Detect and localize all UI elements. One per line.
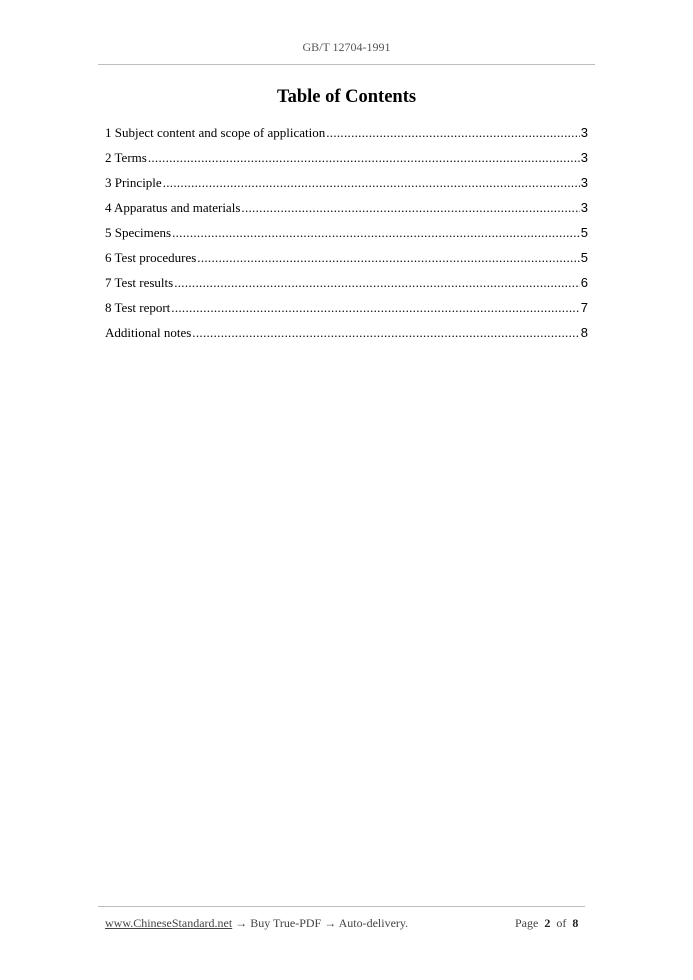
toc-entry[interactable] <box>105 199 588 224</box>
toc-entry-page: 8 <box>580 325 588 340</box>
toc-entry-label: 7 Test results <box>105 275 174 290</box>
toc-leader-dots <box>172 224 580 242</box>
toc-leader-dots <box>171 299 579 317</box>
toc-leader-dots <box>197 249 579 267</box>
footer-buy-text: Buy True-PDF <box>250 916 322 930</box>
toc-entry[interactable] <box>105 124 588 149</box>
toc-leader-dots <box>241 199 579 217</box>
toc-entry-page: 7 <box>580 300 588 315</box>
toc-entry[interactable] <box>105 224 588 249</box>
of-word: of <box>556 916 567 930</box>
footer-divider <box>98 906 585 907</box>
page-word: Page <box>515 916 539 930</box>
footer-delivery-text: Auto-delivery. <box>338 916 409 930</box>
footer-page-number <box>515 916 578 931</box>
document-header-code: GB/T 12704-1991 <box>302 40 391 54</box>
toc-entry-page: 5 <box>580 250 588 265</box>
toc-entry-label: 3 Principle <box>105 175 162 190</box>
toc-leader-dots <box>174 274 580 292</box>
toc-entry-page: 3 <box>580 125 588 140</box>
current-page: 2 <box>544 916 551 930</box>
arrow-right-icon: → <box>324 916 337 930</box>
footer-site-link[interactable]: www.ChineseStandard.net <box>105 916 233 930</box>
toc-entry[interactable] <box>105 249 588 274</box>
toc-entry-page: 3 <box>580 175 588 190</box>
toc-leader-dots <box>326 124 580 142</box>
toc-entry-label: 5 Specimens <box>105 225 172 240</box>
toc-entry[interactable] <box>105 149 588 174</box>
toc-entry-page: 6 <box>580 275 588 290</box>
total-pages: 8 <box>572 916 579 930</box>
toc-entry-page: 5 <box>580 225 588 240</box>
toc-entry-page: 3 <box>580 150 588 165</box>
toc-leader-dots <box>192 324 579 342</box>
toc-entry[interactable] <box>105 274 588 299</box>
toc-entry[interactable] <box>105 299 588 324</box>
toc-leader-dots <box>163 174 580 192</box>
toc-entry[interactable] <box>105 324 588 349</box>
toc-entry-page: 3 <box>580 200 588 215</box>
toc-list <box>105 124 588 349</box>
toc-entry-label: 8 Test report <box>105 300 171 315</box>
toc-entry[interactable] <box>105 174 588 199</box>
toc-entry-label: 2 Terms <box>105 150 147 165</box>
toc-entry-label: Additional notes <box>105 325 192 340</box>
toc-entry-label: 6 Test procedures <box>105 250 197 265</box>
arrow-right-icon: → <box>235 916 248 930</box>
footer-promo <box>105 916 408 931</box>
toc-leader-dots <box>148 149 580 167</box>
header-divider <box>98 64 595 65</box>
toc-title: Table of Contents <box>276 87 417 107</box>
toc-entry-label: 4 Apparatus and materials <box>105 200 241 215</box>
toc-entry-label: 1 Subject content and scope of application <box>105 125 326 140</box>
